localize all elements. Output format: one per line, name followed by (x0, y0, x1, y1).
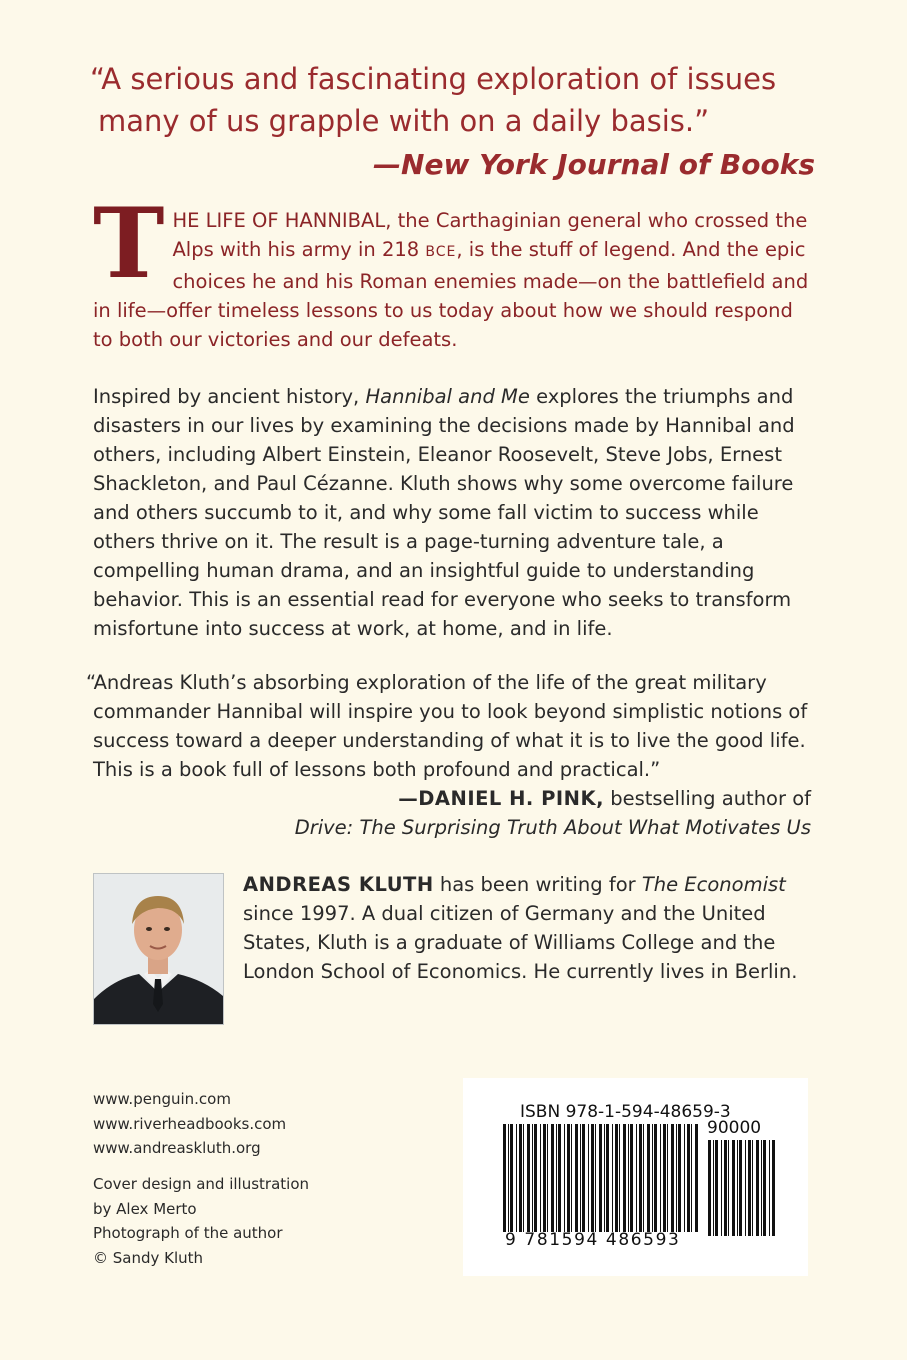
cover-credits (93, 1172, 309, 1270)
barcode-main (503, 1124, 699, 1232)
barcode-digits: 9 781594 486593 (505, 1230, 681, 1250)
review-quote-line-1: “A serious and fascinating exploration of issues (90, 62, 777, 96)
publication-name: The Economist (641, 873, 786, 896)
author-name: ANDREAS KLUTH (243, 873, 434, 896)
endorser-name: —DANIEL H. PINK, (398, 787, 605, 810)
review-quote-line-2: many of us grapple with on a daily basis.” (98, 104, 710, 138)
credit-line-1: Cover design and illustration (93, 1175, 310, 1193)
era-label: BCE (425, 244, 457, 260)
author-portrait-illustration (94, 874, 223, 1024)
summary-text-b: explores the triumphs and disasters in our lives by examining the decisions made by Hannibal and others, including Albert Einstein, Eleanor Roosevelt, Steve Jobs, Ernest Shackleton, and Paul Cézanne. Kluth shows why some overcome failure and others succumb to it, and why some fall victim to success while others thrive on it. The result is a page-turning adventure tale, a compelling human drama, and an insightful guide to understanding behavior. This is an essential read for everyone who seeks to transform misfortune into success at work, at home, and in life. (93, 385, 795, 640)
lead-caps: HE LIFE OF HANNIBAL (172, 209, 386, 232)
endorser-book-title: Drive: The Surprising Truth About What Motivates Us (294, 816, 811, 839)
bio-text-b: since 1997. A dual citizen of Germany and the United States, Kluth is a graduate of Williams College and the London School of Economics. He currently lives in Berlin. (243, 902, 798, 983)
endorser-book (86, 813, 811, 842)
book-description (93, 187, 811, 354)
endorsement-first-line: “Andreas Kluth’s absorbing exploration of the life of the great military (86, 671, 767, 694)
credit-line-4: © Sandy Kluth (93, 1248, 204, 1267)
author-bio (243, 870, 813, 986)
isbn-number: ISBN 978-1-594-48659-3 (520, 1102, 731, 1122)
credit-line-2: by Alex Merto (93, 1199, 197, 1218)
link-penguin[interactable]: www.penguin.com (93, 1090, 231, 1108)
description-text-a: , the Carthaginian general who crossed the Alps with his army in 218 (172, 209, 808, 261)
link-author-site[interactable]: www.andreaskluth.org (93, 1139, 261, 1157)
author-photo (93, 873, 224, 1025)
credit-line-3: Photograph of the author (93, 1224, 283, 1242)
book-summary (93, 382, 811, 643)
review-quote (90, 58, 815, 186)
barcode-addon (708, 1140, 776, 1236)
endorser-description: bestselling author of (604, 787, 811, 810)
endorsement-quote (86, 668, 811, 842)
website-links (93, 1087, 286, 1161)
review-attribution: —New York Journal of Books (373, 148, 815, 181)
link-riverhead[interactable]: www.riverheadbooks.com (93, 1114, 287, 1133)
bio-text-a: has been writing for (433, 873, 642, 896)
price-code: 90000 (707, 1118, 762, 1138)
summary-text-a: Inspired by ancient history, (93, 385, 366, 408)
endorsement-text: commander Hannibal will inspire you to look beyond simplistic notions of success toward a deeper understanding of what it is to live the good life. This is a book full of lessons both profound and practical.” (93, 700, 808, 781)
endorsement-attribution (86, 784, 811, 813)
drop-cap: T (93, 187, 165, 300)
book-title: Hannibal and Me (365, 385, 530, 408)
description-text-b: , is the stuff of legend. And the epic choices he and his Roman enemies made—on the battlefield and in life—offer timeless lessons to us today about how we should respond to both our victories and our defeats. (93, 238, 809, 351)
